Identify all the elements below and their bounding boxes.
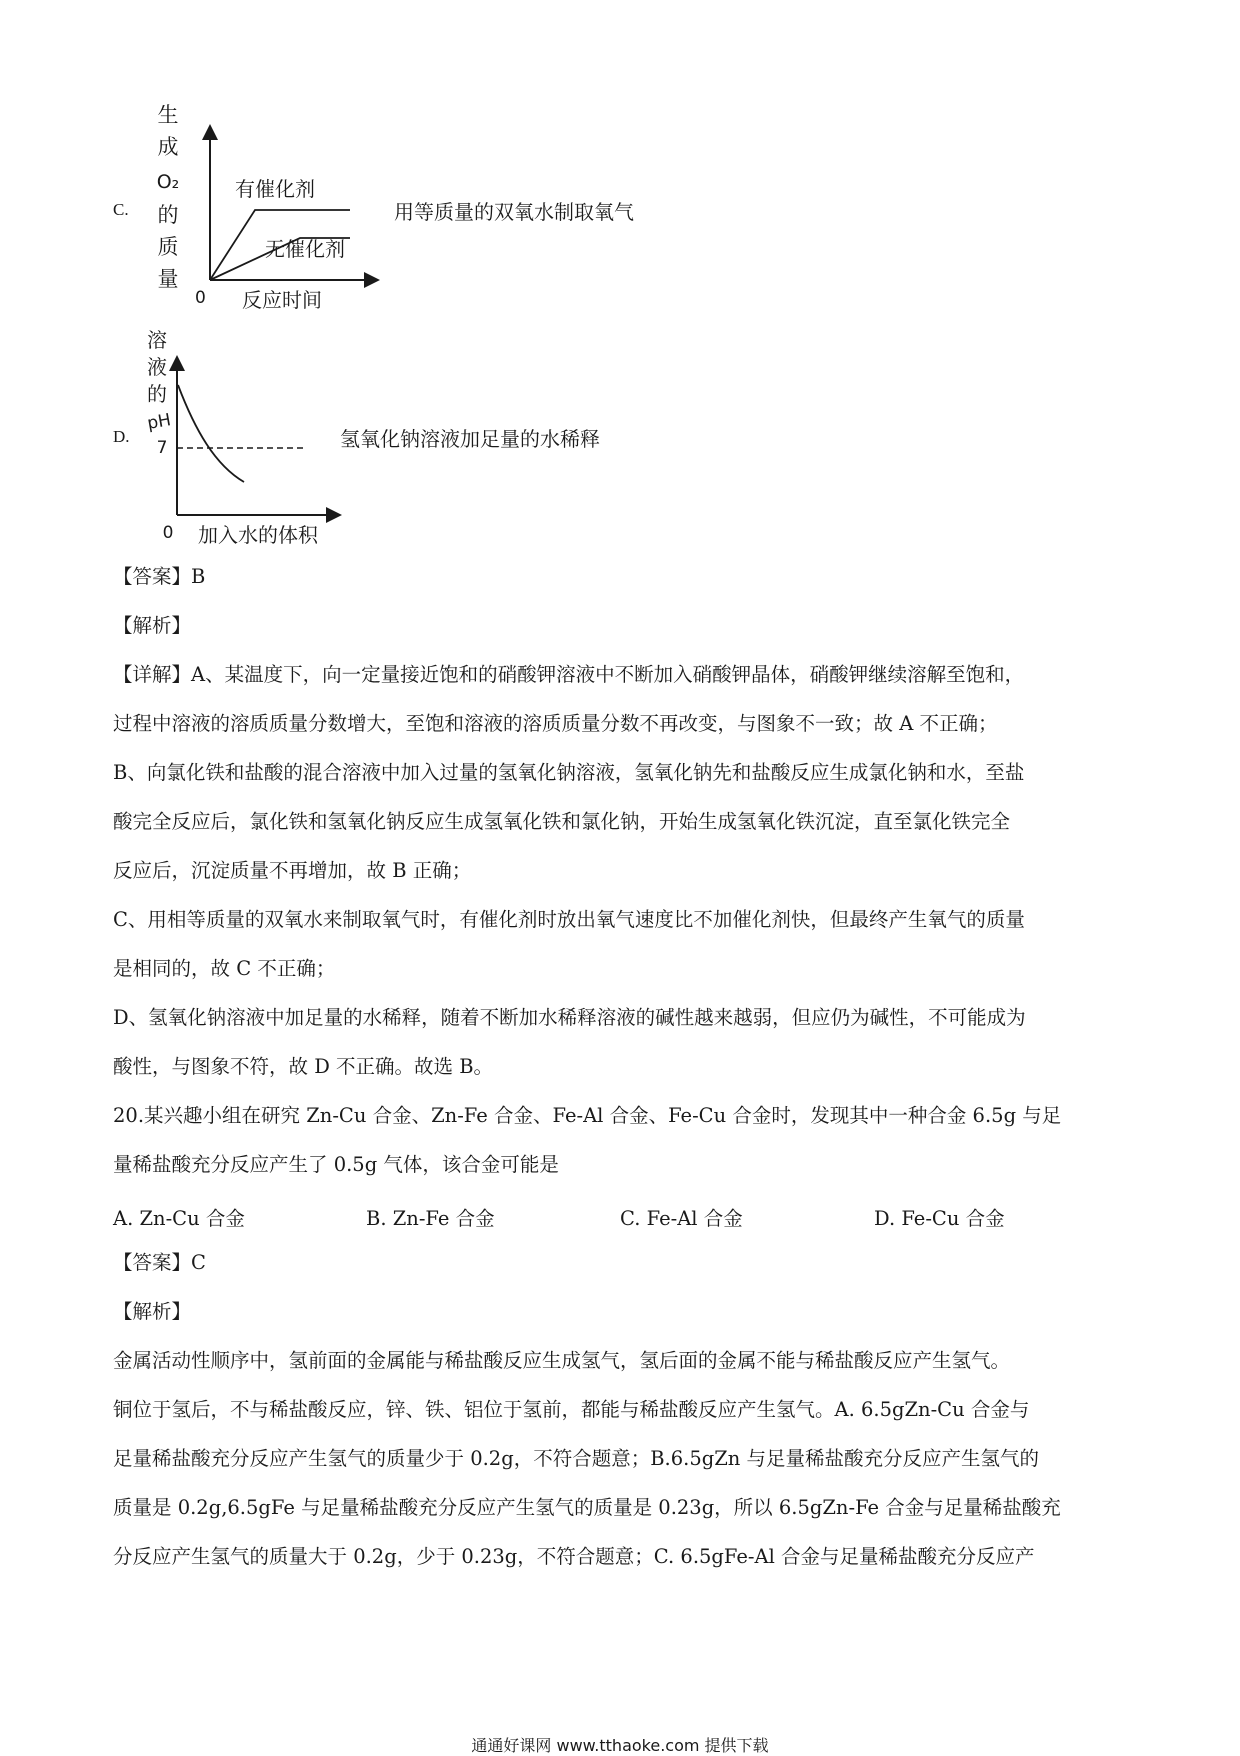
origin-label: 0 xyxy=(162,523,174,543)
ph-curve xyxy=(178,385,244,482)
answer-2-heading: 【答案】 xyxy=(113,1251,192,1274)
y-axis-label-char: 的 xyxy=(147,382,167,406)
y-axis-label-char: 的 xyxy=(157,203,179,227)
analysis-1-line: D、氢氧化钠溶液中加足量的水稀释，随着不断加水稀释溶液的碱性越来越弱，但应仍为碱性，不可能成为 xyxy=(113,1006,1026,1029)
answer-2-value: C xyxy=(191,1251,206,1274)
catalyst-graph xyxy=(150,100,400,315)
y-axis-label-char: 生 xyxy=(157,103,179,127)
ph7-tick-label: 7 xyxy=(156,438,168,458)
answer-1-heading: 【答案】 xyxy=(113,565,192,588)
analysis-2-line: 铜位于氢后，不与稀盐酸反应，锌、铁、铝位于氢前，都能与稀盐酸反应产生氢气。A. 6.5gZn-Cu 合金与 xyxy=(113,1398,1030,1421)
option-c-caption: 用等质量的双氧水制取氧气 xyxy=(394,200,634,224)
analysis-1-line: 反应后，沉淀质量不再增加，故 B 正确； xyxy=(113,859,472,882)
answer-1 xyxy=(113,562,205,592)
y-axis-label-char: pH xyxy=(145,410,173,434)
q20-option-d: D. Fe-Cu 合金 xyxy=(874,1207,1005,1230)
x-axis-label: 加入水的体积 xyxy=(198,523,318,547)
y-axis-label-char: 液 xyxy=(147,355,167,379)
answer-2 xyxy=(113,1248,206,1278)
y-axis-label-char: 成 xyxy=(157,135,179,159)
analysis-1-line: 酸性，与图象不符，故 D 不正确。故选 B。 xyxy=(113,1055,494,1078)
analysis-2-line: 金属活动性顺序中，氢前面的金属能与稀盐酸反应生成氢气，氢后面的金属不能与稀盐酸反应产生氢气。 xyxy=(113,1349,1011,1372)
ph-dilution-graph xyxy=(140,325,350,547)
option-c-label: C. xyxy=(113,200,129,219)
analysis-2-heading: 【解析】 xyxy=(113,1300,192,1323)
analysis-1-line: B、向氯化铁和盐酸的混合溶液中加入过量的氢氧化钠溶液，氢氧化钠先和盐酸反应生成氯化钠和水，至盐 xyxy=(113,761,1025,784)
q20-option-c: C. Fe-Al 合金 xyxy=(620,1207,743,1230)
curve-without-catalyst-label: 无催化剂 xyxy=(265,237,345,261)
origin-label: 0 xyxy=(195,288,206,308)
question-20-line: 20.某兴趣小组在研究 Zn-Cu 合金、Zn-Fe 合金、Fe-Al 合金、Fe-Cu 合金时，发现其中一种合金 6.5g 与足 xyxy=(113,1104,1062,1127)
q20-option-b: B. Zn-Fe 合金 xyxy=(366,1207,495,1230)
y-axis-label-char: 溶 xyxy=(147,328,167,352)
answer-1-value: B xyxy=(191,565,206,588)
question-20-line: 量稀盐酸充分反应产生了 0.5g 气体，该合金可能是 xyxy=(113,1153,559,1176)
y-axis-label-char: 质 xyxy=(157,235,179,259)
analysis-2-line: 分反应产生氢气的质量大于 0.2g，少于 0.23g，不符合题意；C. 6.5gFe-Al 合金与足量稀盐酸充分反应产 xyxy=(113,1545,1035,1568)
option-d-label: D. xyxy=(113,427,130,446)
q20-option-a: A. Zn-Cu 合金 xyxy=(113,1207,245,1230)
analysis-1-line: 【详解】A、某温度下，向一定量接近饱和的硝酸钾溶液中不断加入硝酸钾晶体，硝酸钾继续溶解至饱和， xyxy=(113,663,1025,686)
analysis-1-line: 酸完全反应后，氯化铁和氢氧化钠反应生成氢氧化铁和氯化钠，开始生成氢氧化铁沉淀，直至氯化铁完全 xyxy=(113,810,1011,833)
analysis-1-line: 过程中溶液的溶质质量分数增大，至饱和溶液的溶质质量分数不再改变，与图象不一致；故 A 不正确； xyxy=(113,712,998,735)
page-footer: 通通好课网 www.tthaoke.com 提供下载 xyxy=(471,1736,769,1755)
analysis-1-heading: 【解析】 xyxy=(113,614,192,637)
analysis-2-line: 足量稀盐酸充分反应产生氢气的质量少于 0.2g，不符合题意；B.6.5gZn 与足量稀盐酸充分反应产生氢气的 xyxy=(113,1447,1040,1470)
curve-with-catalyst-label: 有催化剂 xyxy=(235,177,315,201)
analysis-1-line: 是相同的，故 C 不正确； xyxy=(113,957,336,980)
y-axis-label-char: O₂ xyxy=(156,171,180,193)
option-d-caption: 氢氧化钠溶液加足量的水稀释 xyxy=(340,427,600,451)
analysis-1-line: C、用相等质量的双氧水来制取氧气时，有催化剂时放出氧气速度比不加催化剂快，但最终产生氧气的质量 xyxy=(113,908,1025,931)
y-axis-label-char: 量 xyxy=(157,267,179,291)
analysis-2-line: 质量是 0.2g,6.5gFe 与足量稀盐酸充分反应产生氢气的质量是 0.23g，所以 6.5gZn-Fe 合金与足量稀盐酸充 xyxy=(113,1496,1061,1519)
x-axis-label: 反应时间 xyxy=(242,288,322,312)
